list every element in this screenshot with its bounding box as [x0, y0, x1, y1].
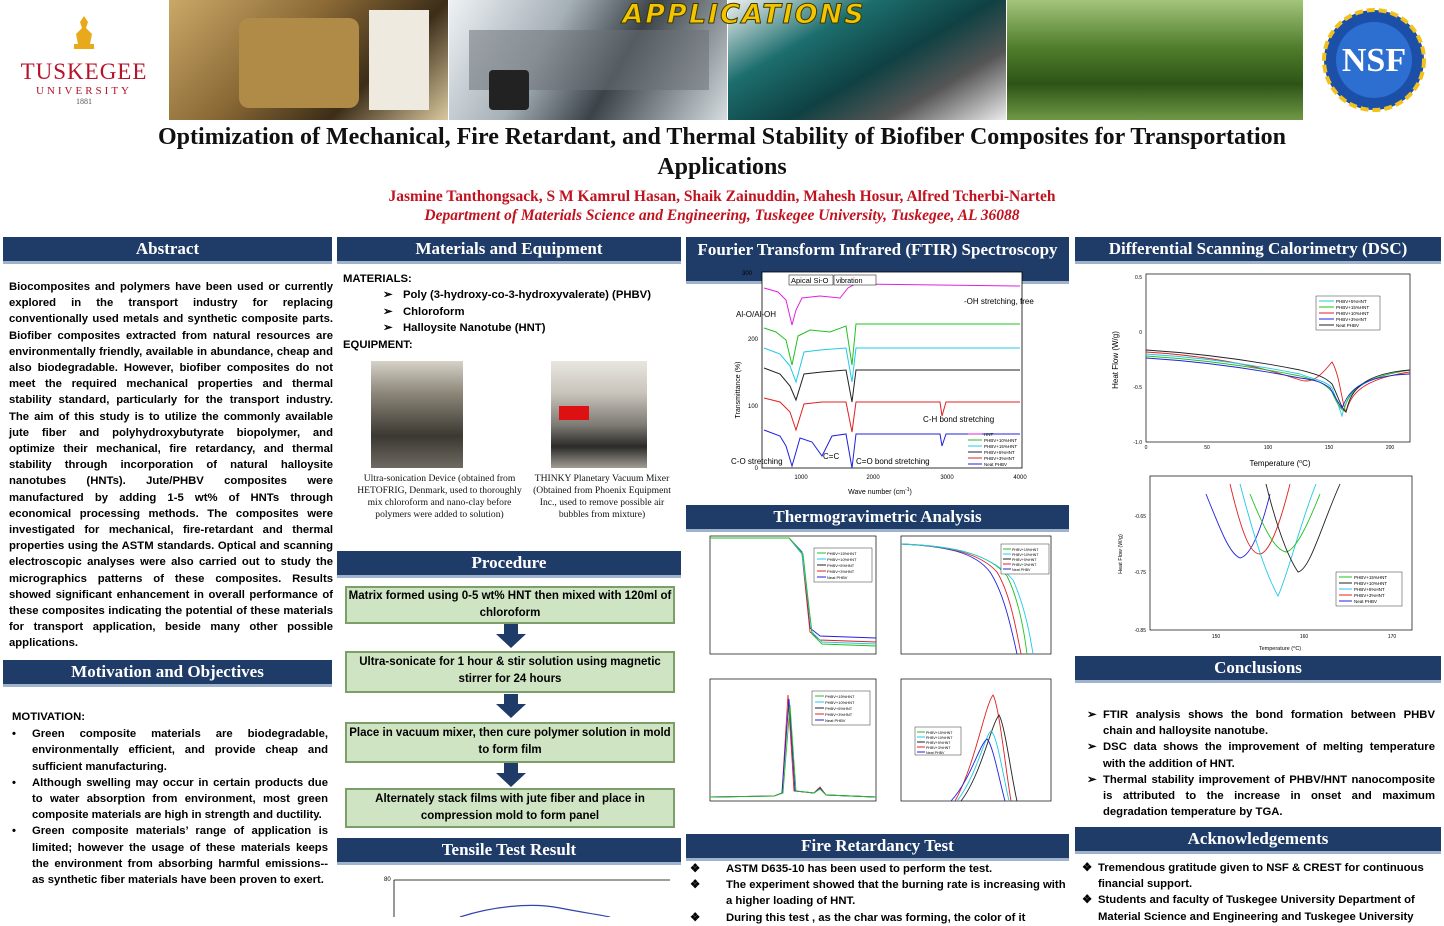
- dsc-xtick: 200: [1385, 445, 1395, 451]
- procedure-step-3: Place in vacuum mixer, then cure polymer solution in mold to form film: [345, 722, 675, 763]
- dsc-zoom-ytick: -0.65: [1134, 514, 1146, 520]
- svg-text:PHBV+5%HNT: PHBV+5%HNT: [1336, 299, 1367, 304]
- tuskegee-crest-icon: [66, 14, 102, 52]
- svg-text:Neat PHBV: Neat PHBV: [827, 575, 848, 580]
- university-sub: UNIVERSITY: [36, 85, 132, 97]
- svg-text:PHBV+3%HNT: PHBV+3%HNT: [827, 569, 855, 574]
- svg-text:PHBV+15%HNT: PHBV+15%HNT: [1336, 305, 1370, 310]
- svg-text:PHBV+15%HNT: PHBV+15%HNT: [984, 444, 1018, 449]
- motivation-heading: Motivation and Objectives: [3, 660, 332, 687]
- svg-text:PHBV+10%HNT: PHBV+10%HNT: [827, 557, 857, 562]
- ftir-xlabel: Wave number $(cm^{-1})$: [848, 487, 912, 496]
- dsc-zoom-chart: [1110, 474, 1420, 654]
- motivation-item: • Although swelling may occur in certain products due to water absorption from environment, most green composite materials are high in strength and ductility.: [12, 776, 328, 822]
- dsc-zoom-ytick: -0.85: [1134, 628, 1146, 634]
- svg-text:PHBV+15%HNT: PHBV+15%HNT: [1012, 548, 1039, 552]
- ftir-chart: [730, 270, 1050, 500]
- abstract-heading: Abstract: [3, 237, 332, 264]
- procedure-heading: Procedure: [337, 551, 681, 578]
- ack-item: ❖ Tremendous gratitude given to NSF & CREST for continuous financial support.: [1082, 862, 1424, 891]
- dsc-zoom-ylabel: Heat Flow (W/g): [1118, 534, 1124, 574]
- ftir-annotation-ch: C-H bond stretching: [923, 415, 995, 424]
- svg-text:PHBV+10%HNT: PHBV+10%HNT: [984, 438, 1018, 443]
- diamond-bullet-icon: ❖: [690, 879, 701, 892]
- ftir-annotation-aloh: Al-O/Al-OH: [736, 310, 776, 319]
- dtg-zoom-chart: [885, 675, 1061, 823]
- dsc-xtick: 0: [1144, 445, 1148, 451]
- svg-text:PHBV+3%HNT: PHBV+3%HNT: [825, 712, 853, 717]
- dsc-zoom-xtick: 170: [1387, 634, 1397, 640]
- jute-plants-photo: [1007, 0, 1303, 120]
- applications-banner: APPLICATIONS: [622, 0, 866, 30]
- svg-text:PHBV+3%HNT: PHBV+3%HNT: [984, 456, 1015, 461]
- materials-label: MATERIALS:: [343, 273, 412, 285]
- diamond-bullet-icon: ❖: [1082, 862, 1093, 874]
- ultrasonication-device-photo: [371, 361, 463, 468]
- acknowledgements-heading: Acknowledgements: [1075, 827, 1441, 854]
- ftir-ytick: 0: [754, 466, 758, 472]
- dsc-zoom-xtick: 160: [1299, 634, 1309, 640]
- fire-heading: Fire Retardancy Test: [686, 834, 1069, 861]
- arrow-bullet-icon: ➢: [1087, 741, 1097, 754]
- dsc-legend-top: [1316, 296, 1380, 330]
- mixer-display: [559, 406, 589, 420]
- fire-section: [690, 861, 1070, 926]
- tensile-chart: [380, 872, 670, 917]
- dsc-xtick: 100: [1263, 445, 1273, 451]
- svg-text:Neat PHBV: Neat PHBV: [1012, 568, 1031, 572]
- arrow-bullet-icon: ➢: [383, 289, 393, 302]
- poster-title: Optimization of Mechanical, Fire Retardant, and Thermal Stability of Biofiber Composites for Transportation Applications: [158, 124, 1286, 180]
- svg-text:Neat PHBV: Neat PHBV: [984, 462, 1008, 467]
- conclusion-item: ➢ FTIR analysis shows the bond formation between PHBV chain and halloysite nanotube.: [1087, 709, 1435, 738]
- svg-text:PHBV+5%HNT: PHBV+5%HNT: [1354, 587, 1385, 592]
- tensile-curve: [460, 905, 610, 917]
- tga-weight-chart: [694, 532, 880, 672]
- diamond-bullet-icon: ❖: [1082, 894, 1093, 907]
- ftir-annotation-co: C-O stretching: [731, 457, 783, 466]
- acknowledgements-section: [1082, 860, 1442, 925]
- ftir-annotation-apical: Apical Si-O: [791, 276, 829, 285]
- svg-text:PHBV+15%HNT: PHBV+15%HNT: [1354, 575, 1388, 580]
- svg-text:HNT: HNT: [984, 432, 994, 437]
- diamond-bullet-icon: ❖: [690, 863, 701, 875]
- dsc-ytick: 0: [1139, 330, 1142, 336]
- svg-text:Neat PHBV: Neat PHBV: [825, 718, 846, 723]
- down-arrow-icon: [496, 694, 526, 718]
- procedure-step-1: Matrix formed using 0-5 wt% HNT then mixed with 120ml of chloroform: [345, 586, 675, 624]
- dsc-ylabel: Heat Flow (W/g): [1111, 331, 1120, 389]
- tga-legend-1: [814, 548, 872, 582]
- svg-text:PHBV+5%HNT: PHBV+5%HNT: [926, 741, 951, 745]
- bullet-icon: •: [12, 776, 16, 789]
- tga-legend-2: [1001, 544, 1049, 574]
- dsc-ytick: 0.5: [1135, 275, 1142, 281]
- nsf-logo-text: NSF: [1341, 42, 1407, 79]
- dtg-legend-2: [915, 727, 961, 755]
- svg-text:PHBV+15%HNT: PHBV+15%HNT: [827, 551, 857, 556]
- materials-section: [343, 271, 673, 353]
- ftir-annotation-oh: -OH stretching, free: [964, 297, 1034, 306]
- ftir-xtick: 1000: [794, 475, 808, 481]
- university-name: TUSKEGEE: [20, 59, 148, 84]
- material-item: ➢ Poly (3-hydroxy-co-3-hydroxyvalerate) (PHBV): [383, 287, 673, 303]
- svg-text:PHBV+15%HNT: PHBV+15%HNT: [926, 731, 953, 735]
- svg-text:PHBV+10%HNT: PHBV+10%HNT: [825, 700, 855, 705]
- conclusions-heading: Conclusions: [1075, 656, 1441, 683]
- ftir-ylabel: Transmittance (%): [735, 361, 742, 419]
- svg-text:PHBV+10%HNT: PHBV+10%HNT: [1336, 311, 1370, 316]
- materials-heading: Materials and Equipment: [337, 237, 681, 264]
- tensile-y-tick: 80: [384, 877, 391, 883]
- vacuum-mixer-caption: THINKY Planetary Vacuum Mixer (Obtained from Phoenix Equipment Inc., used to remove possible air bubbles from mixture): [533, 473, 671, 520]
- dsc-ytick: -0.5: [1133, 385, 1142, 391]
- tensile-heading: Tensile Test Result: [337, 838, 681, 865]
- ftir-xtick: 4000: [1013, 475, 1027, 481]
- procedure-step-2: Ultra-sonicate for 1 hour & stir solution using magnetic stirrer for 24 hours: [345, 651, 675, 693]
- bullet-icon: •: [12, 825, 16, 838]
- equipment-label: EQUIPMENT:: [343, 338, 413, 351]
- dtg-legend-1: [812, 691, 870, 725]
- tga-weight-zoom-chart: [885, 532, 1061, 672]
- svg-text:PHBV+3%HNT: PHBV+3%HNT: [1354, 593, 1385, 598]
- poster-affiliation: Department of Materials Science and Engineering, Tuskegee University, Tuskegee, AL 36088: [424, 207, 1020, 224]
- dsc-heading: Differential Scanning Calorimetry (DSC): [1075, 237, 1441, 264]
- poster-authors: Jasmine Tanthongsack, S M Kamrul Hasan, Shaik Zainuddin, Mahesh Hosur, Alfred Tcherbi-Narteh: [388, 188, 1056, 205]
- conclusion-item: ➢ Thermal stability improvement of PHBV/HNT nanocomposite is attributed to the increase in onset and maximum degradation temperature by TGA.: [1087, 773, 1435, 819]
- dsc-xtick: 50: [1204, 445, 1210, 451]
- svg-text:PHBV+5%HNT: PHBV+5%HNT: [1012, 558, 1037, 562]
- abstract-text: Biocomposites and polymers have been used or currently explored in the transport industry for replacing conventionally used metals and synthetic composite parts. Biofiber composites extracted from natural resources are environmentally friendly, available in abundance, cheap and also biodegradable. However, biofiber composites do not meet the required mechanical properties and thermal stability standard, particularly for the transport industry. The aim of this study is to utilize the commonly available jute fiber and polyhydroxybutyrate biopolymer, and optimize their mechanical, fire retardancy, and thermal stability through incorporation of natural halloysite nanotubes (HNTs). Jute/PHBV composites were manufactured by adding 1-5 wt% of HNTs through economical processing methods. The composites were investigated for mechanical, fire-retardant and thermal properties using the ASTM standards. Optical and scanning electroscopic analyses were also carried out to study the micrographics patterns of these composites. Results showed significant enhancement in overall performance of these composites indicating the potential of these materials for transport application, beside many other possible applications.: [9, 281, 333, 650]
- svg-text:PHBV+10%HNT: PHBV+10%HNT: [1012, 553, 1039, 557]
- fire-item: ❖ During this test , as the char was forming, the color of it: [690, 910, 1070, 926]
- motivation-label: MOTIVATION:: [12, 711, 85, 723]
- nsf-logo: [1308, 6, 1440, 114]
- ultrasonication-caption: Ultra-sonication Device (obtained from HETOFRIG, Denmark, used to thoroughly mix chloroform and nano-clay before polymers were added to solution): [357, 473, 522, 520]
- svg-text:PHBV+15%HNT: PHBV+15%HNT: [825, 694, 855, 699]
- ftir-xtick: 2000: [866, 475, 880, 481]
- tga-heading: Thermogravimetric Analysis: [686, 505, 1069, 532]
- ftir-annotation-cc: C=C: [823, 452, 840, 461]
- svg-text:Neat PHBV: Neat PHBV: [926, 751, 945, 755]
- down-arrow-icon: [496, 624, 526, 648]
- arrow-bullet-icon: ➢: [383, 322, 393, 335]
- ftir-annotation-vibration: vibration: [836, 278, 863, 285]
- fire-item: ❖ ASTM D635-10 has been used to perform the test.: [690, 861, 1070, 877]
- dsc-chart: [1110, 270, 1420, 470]
- dsc-xlabel: Temperature ($^o$C): [1249, 459, 1311, 468]
- procedure-step-4: Alternately stack films with jute fiber and place in compression mold to form panel: [345, 788, 675, 828]
- ftir-annotation-c-o: C=O bond stretching: [856, 457, 930, 466]
- university-year: 1881: [76, 97, 92, 106]
- material-item: ➢ Halloysite Nanotube (HNT): [383, 320, 673, 336]
- svg-text:Neat PHBV: Neat PHBV: [1336, 323, 1360, 328]
- ftir-xtick: 3000: [940, 475, 954, 481]
- svg-text:PHBV+5%HNT: PHBV+5%HNT: [984, 450, 1015, 455]
- material-item: ➢ Chloroform: [383, 304, 673, 320]
- dsc-zoom-xlabel: Temperature ($^o$C): [1258, 644, 1302, 652]
- dtg-chart: [694, 675, 880, 823]
- diamond-bullet-icon: ❖: [690, 911, 701, 924]
- arrow-bullet-icon: ➢: [1087, 773, 1097, 786]
- motivation-item: • Green composite materials are biodegradable, environmentally efficient, and provide cheap and sufficient manufacturing.: [12, 728, 328, 773]
- svg-text:PHBV+3%HNT: PHBV+3%HNT: [1336, 317, 1367, 322]
- svg-text:PHBV+10%HNT: PHBV+10%HNT: [926, 736, 953, 740]
- ftir-ytick: 300: [741, 271, 752, 277]
- svg-text:PHBV+3%HNT: PHBV+3%HNT: [1012, 563, 1037, 567]
- svg-text:PHBV+5%HNT: PHBV+5%HNT: [825, 706, 853, 711]
- arrow-bullet-icon: ➢: [383, 305, 393, 318]
- svg-text:Neat PHBV: Neat PHBV: [1354, 599, 1378, 604]
- car-door-photo: [169, 0, 448, 120]
- dsc-legend-bottom: [1336, 572, 1402, 606]
- fire-item: ❖ The experiment showed that the burning rate is increasing with a higher loading of HNT.: [690, 879, 1066, 908]
- ftir-ytick: 100: [747, 404, 758, 410]
- arrow-bullet-icon: ➢: [1087, 709, 1097, 721]
- ftir-ytick: 200: [747, 337, 758, 343]
- conclusion-item: ➢ DSC data shows the improvement of melting temperature with the addition of HNT.: [1087, 741, 1435, 770]
- dsc-zoom-ytick: -0.75: [1134, 570, 1146, 576]
- dsc-ytick: -1.0: [1133, 440, 1142, 446]
- svg-text:PHBV+3%HNT: PHBV+3%HNT: [926, 746, 951, 750]
- motivation-section: [12, 709, 328, 888]
- tuskegee-logo: [0, 0, 168, 118]
- ack-item: ❖ Students and faculty of Tuskegee University Department of Material Science and Engineering and Tuskegee University: [1082, 894, 1415, 923]
- down-arrow-icon: [496, 763, 526, 787]
- svg-text:PHBV+10%HNT: PHBV+10%HNT: [1354, 581, 1388, 586]
- dsc-zoom-xtick: 150: [1211, 634, 1221, 640]
- motivation-item: • Green composite materials’ range of application is limited; however the usage of these materials keeps the environment from absorbing harmful emissions--as synthetic fiber materials have been proven to exert.: [12, 825, 328, 887]
- ftir-heading-text: Fourier Transform Infrared (FTIR) Spectroscopy: [697, 240, 1058, 259]
- svg-text:PHBV+5%HNT: PHBV+5%HNT: [827, 563, 855, 568]
- bullet-icon: •: [12, 728, 16, 741]
- vacuum-mixer-photo: [551, 361, 647, 468]
- conclusions-section: [1087, 707, 1435, 820]
- dsc-xtick: 150: [1324, 445, 1334, 451]
